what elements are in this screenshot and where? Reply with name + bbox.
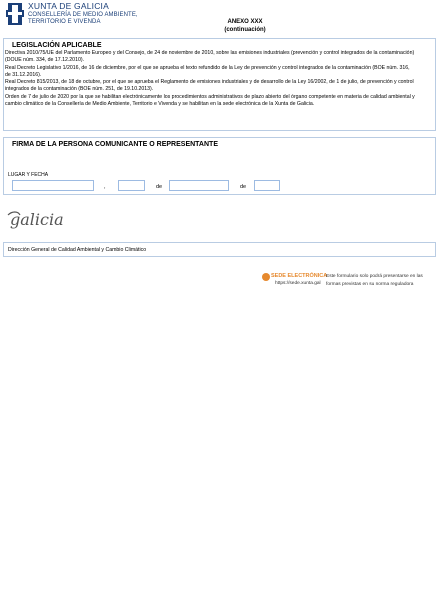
- legislation-paragraph: Directiva 2010/75/UE del Parlamento Europeo y del Consejo, de 24 de noviembre de 2010, sobre las emisiones industriales (prevención y control integrados de la contaminación)(DOUE núm. 334, de 17.12.2010).: [5, 50, 415, 64]
- signature-title: FIRMA DE LA PERSONA COMUNICANTE O REPRESENTANTE: [12, 141, 218, 148]
- legislation-paragraph: Real Decreto 815/2013, de 18 de octubre, por el que se aprueba el Reglamento de emisiones industriales y de desarrollo de la Ley 16/2002, de 1 de julio, de prevención y control integrados de la contaminación (BOE núm. 251, de 19.10.2013).: [5, 79, 414, 93]
- legislation-paragraph: Real Decreto Legislativo 1/2016, de 16 de diciembre, por el que se aprueba el texto refundido de la Ley de prevención y control integrados de la contaminación (BOE núm. 316, de 31.12.2016).: [5, 64, 410, 78]
- sede-electronica-icon: [262, 273, 270, 281]
- galicia-brand: galicia: [10, 210, 64, 229]
- legislation-paragraph: Orden de 7 de julio de 2020 por la que se habilitan electrónicamente los procedimientos administrativos de plazo abierto del órgano competente en materia de calidad ambiental y cambio climático de la Consellería de Medio Ambiente, Territorio e Vivenda y se habilitan en la sede electrónica de la Xunta de Galicia.: [5, 93, 415, 108]
- sede-url[interactable]: https://sede.xunta.gal: [275, 281, 321, 286]
- year-input[interactable]: [254, 180, 280, 191]
- sede-label: SEDE ELECTRÓNICA: [271, 273, 328, 279]
- direction-name: Dirección General de Calidad Ambiental y Cambio Climático: [8, 247, 147, 253]
- legislation-text: [5, 50, 415, 108]
- month-input[interactable]: [169, 180, 229, 191]
- department-name: [28, 12, 138, 26]
- place-input[interactable]: [12, 180, 94, 191]
- legislation-title: LEGISLACIÓN APLICABLE: [12, 42, 102, 49]
- de-label: de: [240, 184, 247, 190]
- annex-title: ANEXO XXX: [227, 19, 263, 25]
- place-date-label: LUGAR Y FECHA: [8, 172, 49, 178]
- comma-separator: ,: [104, 184, 106, 190]
- department-line-1: CONSELLERÍA DE MEDIO AMBIENTE,: [28, 12, 138, 18]
- de-label: de: [156, 184, 163, 190]
- galicia-logo: [6, 205, 76, 231]
- annex-heading: [195, 18, 295, 34]
- sede-note: Este formulario solo podrá presentarse en las formas previstas en su norma reguladora: [326, 274, 423, 287]
- day-input[interactable]: [118, 180, 145, 191]
- department-line-2: TERRITORIO E VIVENDA: [28, 19, 101, 25]
- org-name: XUNTA DE GALICIA: [28, 1, 109, 11]
- annex-subtitle: (continuación): [224, 27, 266, 33]
- xunta-shield-icon: [5, 2, 25, 26]
